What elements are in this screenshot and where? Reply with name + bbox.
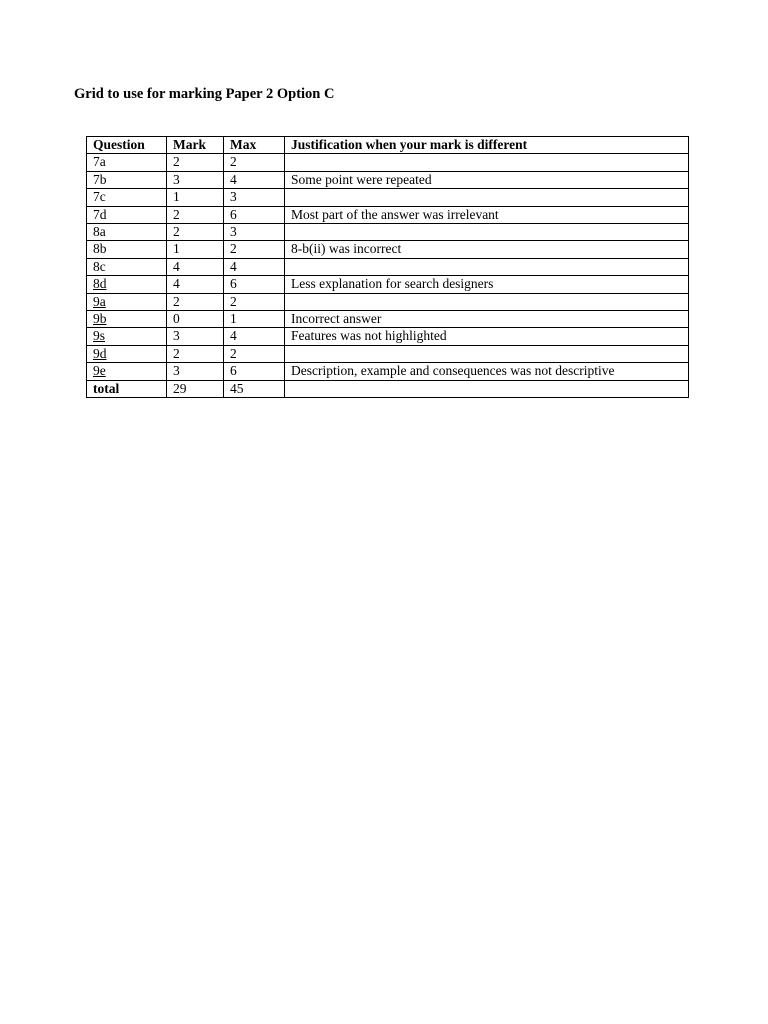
mark-cell: 3	[167, 171, 224, 188]
header-question: Question	[87, 137, 167, 154]
table-row	[87, 241, 689, 258]
justification-cell	[285, 189, 689, 206]
mark-cell: 1	[167, 241, 224, 258]
question-cell: 8b	[87, 241, 167, 258]
question-cell: 8c	[87, 258, 167, 275]
table-row	[87, 154, 689, 171]
total-justification	[285, 380, 689, 397]
question-cell: 8d	[87, 276, 167, 293]
justification-cell	[285, 345, 689, 362]
mark-cell: 2	[167, 154, 224, 171]
mark-cell: 2	[167, 224, 224, 241]
table-header-row	[87, 137, 689, 154]
table-row	[87, 311, 689, 328]
max-cell: 4	[224, 171, 285, 188]
justification-cell: Most part of the answer was irrelevant	[285, 206, 689, 223]
marking-grid-table	[86, 136, 689, 398]
mark-cell: 2	[167, 345, 224, 362]
mark-cell: 2	[167, 293, 224, 310]
justification-cell: Incorrect answer	[285, 311, 689, 328]
question-cell: 9s	[87, 328, 167, 345]
table-row	[87, 206, 689, 223]
question-cell: 7c	[87, 189, 167, 206]
question-cell: 8a	[87, 224, 167, 241]
max-cell: 3	[224, 189, 285, 206]
max-cell: 4	[224, 328, 285, 345]
header-justification: Justification when your mark is different	[285, 137, 689, 154]
table-row	[87, 189, 689, 206]
total-label: total	[87, 380, 167, 397]
table-row	[87, 345, 689, 362]
page-title: Grid to use for marking Paper 2 Option C	[74, 86, 335, 102]
table-row	[87, 328, 689, 345]
table-row	[87, 258, 689, 275]
max-cell: 4	[224, 258, 285, 275]
justification-cell: 8-b(ii) was incorrect	[285, 241, 689, 258]
question-cell: 9d	[87, 345, 167, 362]
justification-cell	[285, 258, 689, 275]
max-cell: 1	[224, 311, 285, 328]
question-cell: 9b	[87, 311, 167, 328]
mark-cell: 3	[167, 363, 224, 380]
total-max: 45	[224, 380, 285, 397]
mark-cell: 0	[167, 311, 224, 328]
total-mark: 29	[167, 380, 224, 397]
question-cell: 7a	[87, 154, 167, 171]
justification-cell	[285, 293, 689, 310]
max-cell: 3	[224, 224, 285, 241]
question-cell: 9a	[87, 293, 167, 310]
mark-cell: 1	[167, 189, 224, 206]
justification-cell: Description, example and consequences was not descriptive	[285, 363, 689, 380]
justification-cell	[285, 154, 689, 171]
max-cell: 2	[224, 154, 285, 171]
mark-cell: 4	[167, 258, 224, 275]
justification-cell: Less explanation for search designers	[285, 276, 689, 293]
max-cell: 6	[224, 206, 285, 223]
justification-cell: Some point were repeated	[285, 171, 689, 188]
table-row	[87, 224, 689, 241]
total-row	[87, 380, 689, 397]
max-cell: 6	[224, 363, 285, 380]
mark-cell: 2	[167, 206, 224, 223]
max-cell: 2	[224, 241, 285, 258]
table-row	[87, 276, 689, 293]
max-cell: 2	[224, 345, 285, 362]
mark-cell: 4	[167, 276, 224, 293]
question-cell: 7d	[87, 206, 167, 223]
header-max: Max	[224, 137, 285, 154]
table-row	[87, 171, 689, 188]
max-cell: 6	[224, 276, 285, 293]
mark-cell: 3	[167, 328, 224, 345]
justification-cell: Features was not highlighted	[285, 328, 689, 345]
table-row	[87, 363, 689, 380]
question-cell: 9e	[87, 363, 167, 380]
max-cell: 2	[224, 293, 285, 310]
header-mark: Mark	[167, 137, 224, 154]
table-row	[87, 293, 689, 310]
question-cell: 7b	[87, 171, 167, 188]
table-body	[87, 154, 689, 380]
justification-cell	[285, 224, 689, 241]
